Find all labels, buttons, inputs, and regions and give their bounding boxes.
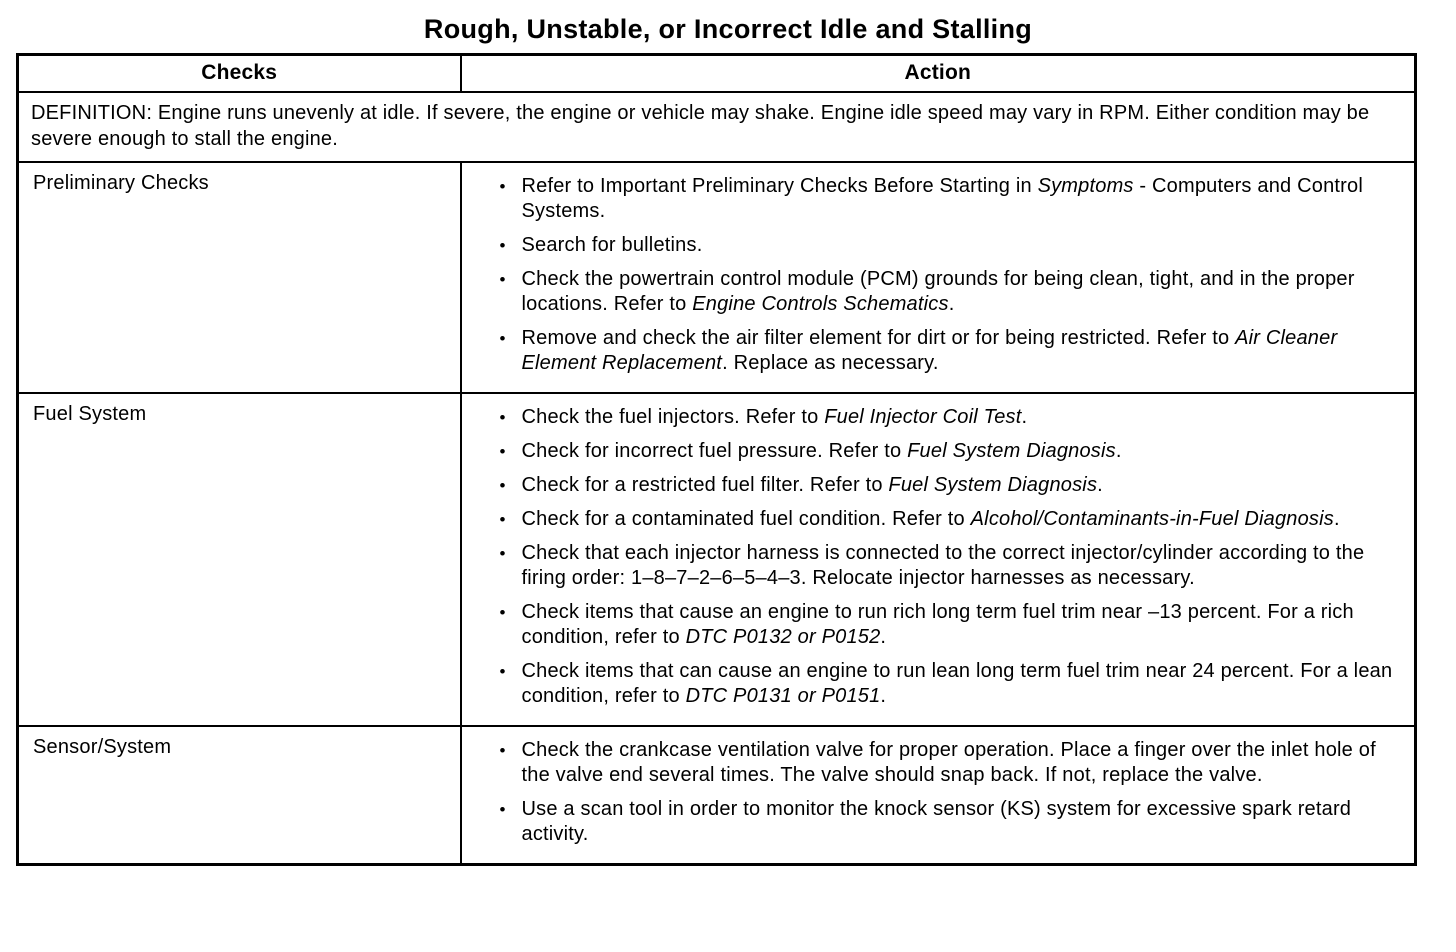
definition-cell: DEFINITION: Engine runs unevenly at idle. If severe, the engine or vehicle may shake. Engine idle speed may vary in RPM. Either condition may be severe enough to stall the engine. bbox=[18, 92, 1416, 162]
action-text-segment: Check for a restricted fuel filter. Refer to bbox=[521, 474, 889, 496]
checks-column-header: Checks bbox=[18, 55, 461, 93]
action-text-segment: Check items that cause an engine to run rich long term fuel trim near –13 percent. For a rich condition, refer to bbox=[521, 601, 1354, 648]
action-text bbox=[522, 174, 1402, 224]
action-text bbox=[522, 797, 1402, 847]
action-item bbox=[500, 405, 1403, 430]
action-column-header: Action bbox=[461, 55, 1416, 93]
action-cell bbox=[461, 162, 1416, 393]
check-cell: Preliminary Checks bbox=[18, 162, 461, 393]
action-cell bbox=[461, 726, 1416, 865]
bullet-icon: • bbox=[499, 476, 506, 495]
action-text bbox=[522, 473, 1103, 498]
table-body bbox=[18, 92, 1416, 865]
action-text bbox=[522, 541, 1402, 591]
bullet-icon: • bbox=[499, 662, 506, 681]
action-text bbox=[522, 267, 1402, 317]
action-text-segment: . bbox=[1097, 474, 1103, 496]
italic-reference: Fuel Injector Coil Test bbox=[824, 406, 1022, 428]
bullet-icon: • bbox=[499, 329, 506, 348]
action-text-segment: Search for bulletins. bbox=[521, 234, 703, 256]
bullet-icon: • bbox=[499, 442, 506, 461]
check-cell: Fuel System bbox=[18, 393, 461, 726]
action-text-segment: Check items that can cause an engine to run lean long term fuel trim near 24 percent. For a lean condition, refer to bbox=[521, 660, 1393, 707]
action-text-segment: Refer to Important Preliminary Checks Before Starting in bbox=[521, 175, 1038, 197]
table-row bbox=[18, 726, 1416, 865]
action-text-segment: Remove and check the air filter element for dirt or for being restricted. Refer to bbox=[521, 327, 1236, 349]
action-item bbox=[500, 439, 1403, 464]
italic-reference: Alcohol/Contaminants-in-Fuel Diagnosis bbox=[970, 508, 1334, 530]
action-text-segment: . bbox=[1115, 440, 1122, 462]
action-text bbox=[522, 738, 1402, 788]
action-text-segment: Check the crankcase ventilation valve for proper operation. Place a finger over the inlet hole of the valve end several times. The valve should snap back. If not, replace the valve. bbox=[521, 739, 1376, 786]
action-text-segment: . Replace as necessary. bbox=[722, 352, 939, 374]
bullet-icon: • bbox=[499, 800, 506, 819]
action-text-segment: Check for incorrect fuel pressure. Refer to bbox=[521, 440, 908, 462]
italic-reference: DTC P0132 or P0152 bbox=[685, 626, 881, 648]
bullet-icon: • bbox=[499, 741, 506, 760]
italic-reference: Symptoms bbox=[1037, 175, 1134, 197]
bullet-icon: • bbox=[499, 408, 506, 427]
action-text-segment: - Computers and Control Systems. bbox=[521, 175, 1363, 222]
bullet-icon: • bbox=[499, 603, 506, 622]
action-text-segment: . bbox=[880, 626, 887, 648]
action-text-segment: . bbox=[880, 685, 887, 707]
italic-reference: Fuel System Diagnosis bbox=[888, 474, 1098, 496]
action-text bbox=[522, 439, 1122, 464]
action-text-segment: . bbox=[1021, 406, 1028, 428]
diagnostic-table bbox=[16, 53, 1417, 866]
italic-reference: Engine Controls Schematics bbox=[692, 293, 949, 315]
action-text-segment: . bbox=[1333, 508, 1340, 530]
action-text bbox=[522, 600, 1402, 650]
action-text bbox=[522, 507, 1340, 532]
action-text-segment: Use a scan tool in order to monitor the knock sensor (KS) system for excessive spark retard activity. bbox=[521, 798, 1352, 845]
action-item bbox=[500, 473, 1403, 498]
table-row bbox=[18, 162, 1416, 393]
action-item bbox=[500, 600, 1403, 650]
action-list bbox=[500, 738, 1403, 847]
action-list bbox=[500, 405, 1403, 709]
action-item bbox=[500, 541, 1403, 591]
action-item bbox=[500, 659, 1403, 709]
italic-reference: Air Cleaner Element Replacement bbox=[521, 327, 1338, 374]
action-item bbox=[500, 174, 1403, 224]
table-row bbox=[18, 393, 1416, 726]
bullet-icon: • bbox=[499, 177, 506, 196]
bullet-icon: • bbox=[499, 270, 506, 289]
action-item bbox=[500, 507, 1403, 532]
action-text-segment: Check for a contaminated fuel condition. Refer to bbox=[521, 508, 971, 530]
action-cell bbox=[461, 393, 1416, 726]
check-cell: Sensor/System bbox=[18, 726, 461, 865]
action-text bbox=[522, 659, 1402, 709]
bullet-icon: • bbox=[499, 236, 506, 255]
italic-reference: DTC P0131 or P0151 bbox=[685, 685, 881, 707]
action-text bbox=[522, 233, 703, 258]
page-title: Rough, Unstable, or Incorrect Idle and Stalling bbox=[423, 14, 1033, 44]
action-text bbox=[522, 326, 1402, 376]
bullet-icon: • bbox=[499, 544, 506, 563]
action-item bbox=[500, 267, 1403, 317]
bullet-icon: • bbox=[499, 510, 506, 529]
action-text-segment: Check that each injector harness is connected to the correct injector/cylinder according to the firing order: 1–8–7–2–6–5–4–3. Relocate injector harnesses as necessary. bbox=[521, 542, 1365, 589]
definition-row bbox=[18, 92, 1416, 162]
action-text-segment: Check the powertrain control module (PCM) grounds for being clean, tight, and in the proper locations. Refer to bbox=[521, 268, 1355, 315]
action-item bbox=[500, 326, 1403, 376]
action-text-segment: . bbox=[948, 293, 955, 315]
italic-reference: Fuel System Diagnosis bbox=[907, 440, 1116, 462]
table-header-row bbox=[18, 55, 1416, 93]
action-text-segment: Check the fuel injectors. Refer to bbox=[521, 406, 825, 428]
action-list bbox=[500, 174, 1403, 376]
action-item bbox=[500, 233, 1403, 258]
action-item bbox=[500, 738, 1403, 788]
action-item bbox=[500, 797, 1403, 847]
action-text bbox=[522, 405, 1028, 430]
